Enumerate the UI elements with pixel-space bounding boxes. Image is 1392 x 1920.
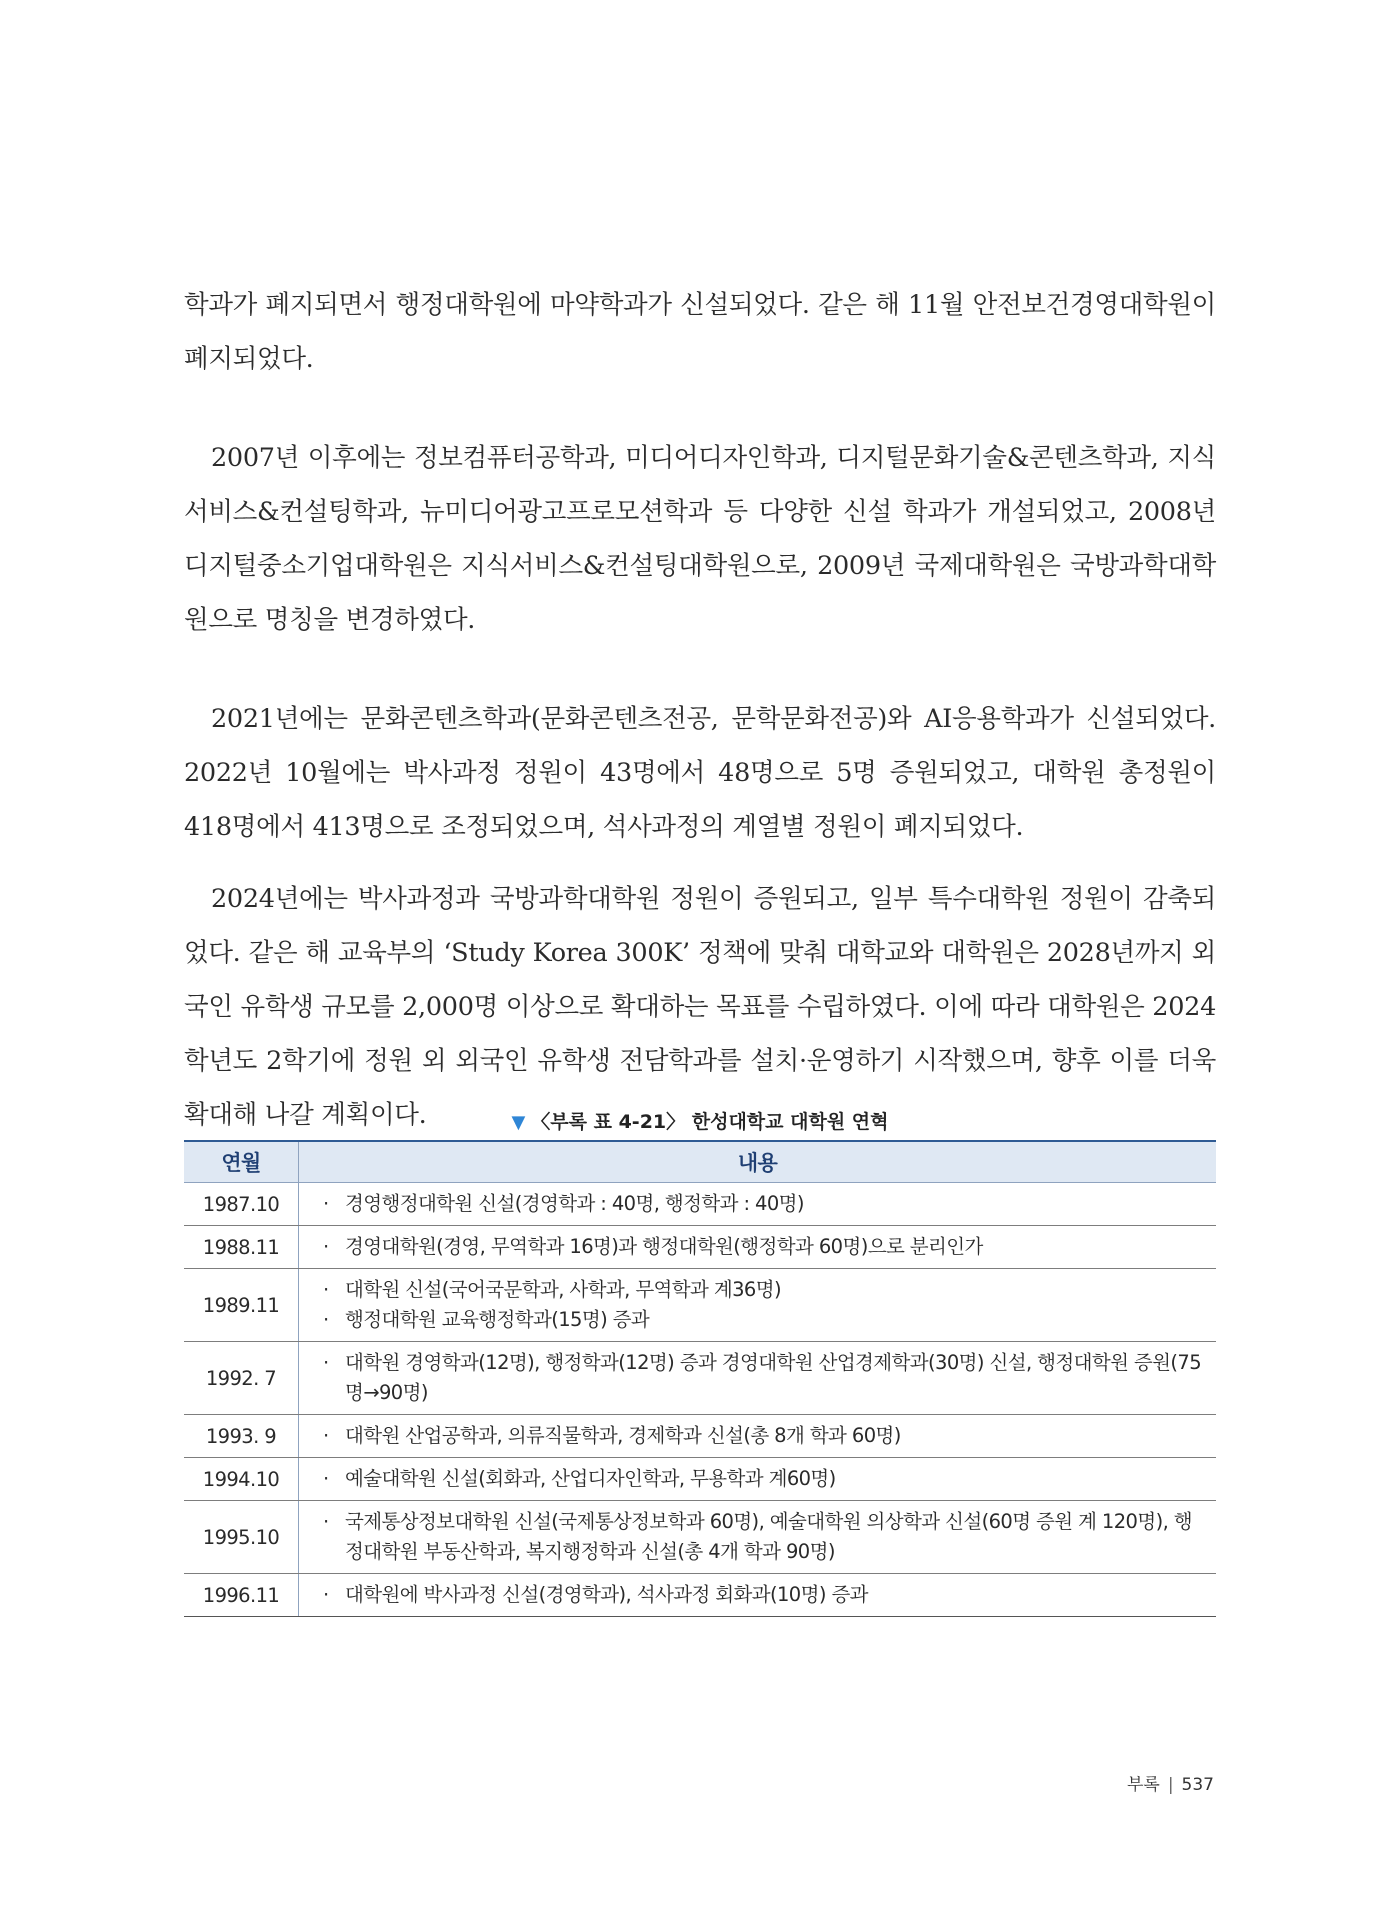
header-year: 연월 — [184, 1141, 299, 1183]
row-item: · 경영행정대학원 신설(경영학과 : 40명, 행정학과 : 40명) — [321, 1189, 1204, 1219]
table-row — [184, 1183, 1216, 1226]
row-content — [299, 1183, 1217, 1226]
row-item: · 행정대학원 교육행정학과(15명) 증과 — [321, 1305, 1204, 1335]
table-row — [184, 1342, 1216, 1415]
table-row — [184, 1269, 1216, 1342]
row-content — [299, 1458, 1217, 1501]
table-row — [184, 1458, 1216, 1501]
row-year: 1995.10 — [184, 1501, 299, 1574]
table-body — [184, 1183, 1216, 1617]
paragraph-3: 2021년에는 문화콘텐츠학과(문화콘텐츠전공, 문학문화전공)와 AI응용학과가 신설되었다. 2022년 10월에는 박사과정 정원이 43명에서 48명으로 5명 증원되었고, 대학원 총정원이 418명에서 413명으로 조정되었으며, 석사과정의 계열별 정원이 폐지되었다. — [184, 704, 1216, 842]
table-caption-text: 〈부록 표 4-21〉 한성대학교 대학원 연혁 — [531, 1111, 889, 1133]
table-row — [184, 1501, 1216, 1574]
row-content — [299, 1226, 1217, 1269]
row-year: 1987.10 — [184, 1183, 299, 1226]
row-item: · 경영대학원(경영, 무역학과 16명)과 행정대학원(행정학과 60명)으로 분리인가 — [321, 1232, 1204, 1262]
row-content — [299, 1269, 1217, 1342]
row-year: 1992. 7 — [184, 1342, 299, 1415]
row-item: · 예술대학원 신설(회화과, 산업디자인학과, 무용학과 계60명) — [321, 1464, 1204, 1494]
page-number: 537 — [1181, 1775, 1214, 1795]
row-year: 1994.10 — [184, 1458, 299, 1501]
row-item: · 국제통상정보대학원 신설(국제통상정보학과 60명), 예술대학원 의상학과 신설(60명 증원 계 120명), 행정대학원 부동산학과, 복지행정학과 신설(총 4개 학과 90명) — [321, 1507, 1204, 1567]
triangle-down-icon: ▼ — [511, 1112, 526, 1133]
table-row — [184, 1226, 1216, 1269]
table-row — [184, 1574, 1216, 1617]
table-header-row — [184, 1141, 1216, 1183]
row-year: 1993. 9 — [184, 1415, 299, 1458]
row-content — [299, 1501, 1217, 1574]
footer-separator: | — [1167, 1775, 1174, 1795]
row-content — [299, 1342, 1217, 1415]
paragraph-1: 학과가 폐지되면서 행정대학원에 마약학과가 신설되었다. 같은 해 11월 안전보건경영대학원이 폐지되었다. — [184, 290, 1216, 374]
footer-section: 부록 — [1126, 1775, 1160, 1795]
row-year: 1989.11 — [184, 1269, 299, 1342]
row-item: · 대학원 경영학과(12명), 행정학과(12명) 증과 경영대학원 산업경제학과(30명) 신설, 행정대학원 증원(75명→90명) — [321, 1348, 1204, 1408]
row-item: · 대학원 산업공학과, 의류직물학과, 경제학과 신설(총 8개 학과 60명) — [321, 1421, 1204, 1451]
row-year: 1996.11 — [184, 1574, 299, 1617]
paragraph-2: 2007년 이후에는 정보컴퓨터공학과, 미디어디자인학과, 디지털문화기술&콘텐츠학과, 지식서비스&컨설팅학과, 뉴미디어광고프로모션학과 등 다양한 신설 학과가 개설되었고, 2008년 디지털중소기업대학원은 지식서비스&컨설팅대학원으로, 2009년 국제대학원은 국방과학대학원으로 명칭을 변경하였다. — [184, 443, 1216, 635]
row-content — [299, 1574, 1217, 1617]
page-footer — [1127, 1770, 1214, 1795]
header-content: 내용 — [299, 1141, 1217, 1183]
row-item: · 대학원 신설(국어국문학과, 사학과, 무역학과 계36명) — [321, 1275, 1204, 1305]
history-table — [184, 1140, 1216, 1617]
row-item: · 대학원에 박사과정 신설(경영학과), 석사과정 회화과(10명) 증과 — [321, 1580, 1204, 1610]
table-row — [184, 1415, 1216, 1458]
paragraph-4: 2024년에는 박사과정과 국방과학대학원 정원이 증원되고, 일부 특수대학원 정원이 감축되었다. 같은 해 교육부의 ‘Study Korea 300K’ 정책에 맞춰 대학교와 대학원은 2028년까지 외국인 유학생 규모를 2,000명 이상으로 확대하는 목표를 수립하였다. 이에 따라 대학원은 2024학년도 2학기에 정원 외 외국인 유학생 전담학과를 설치·운영하기 시작했으며, 향후 이를 더욱 확대해 나갈 계획이다. — [184, 884, 1216, 1130]
table-caption — [184, 1107, 1216, 1134]
row-year: 1988.11 — [184, 1226, 299, 1269]
row-content — [299, 1415, 1217, 1458]
